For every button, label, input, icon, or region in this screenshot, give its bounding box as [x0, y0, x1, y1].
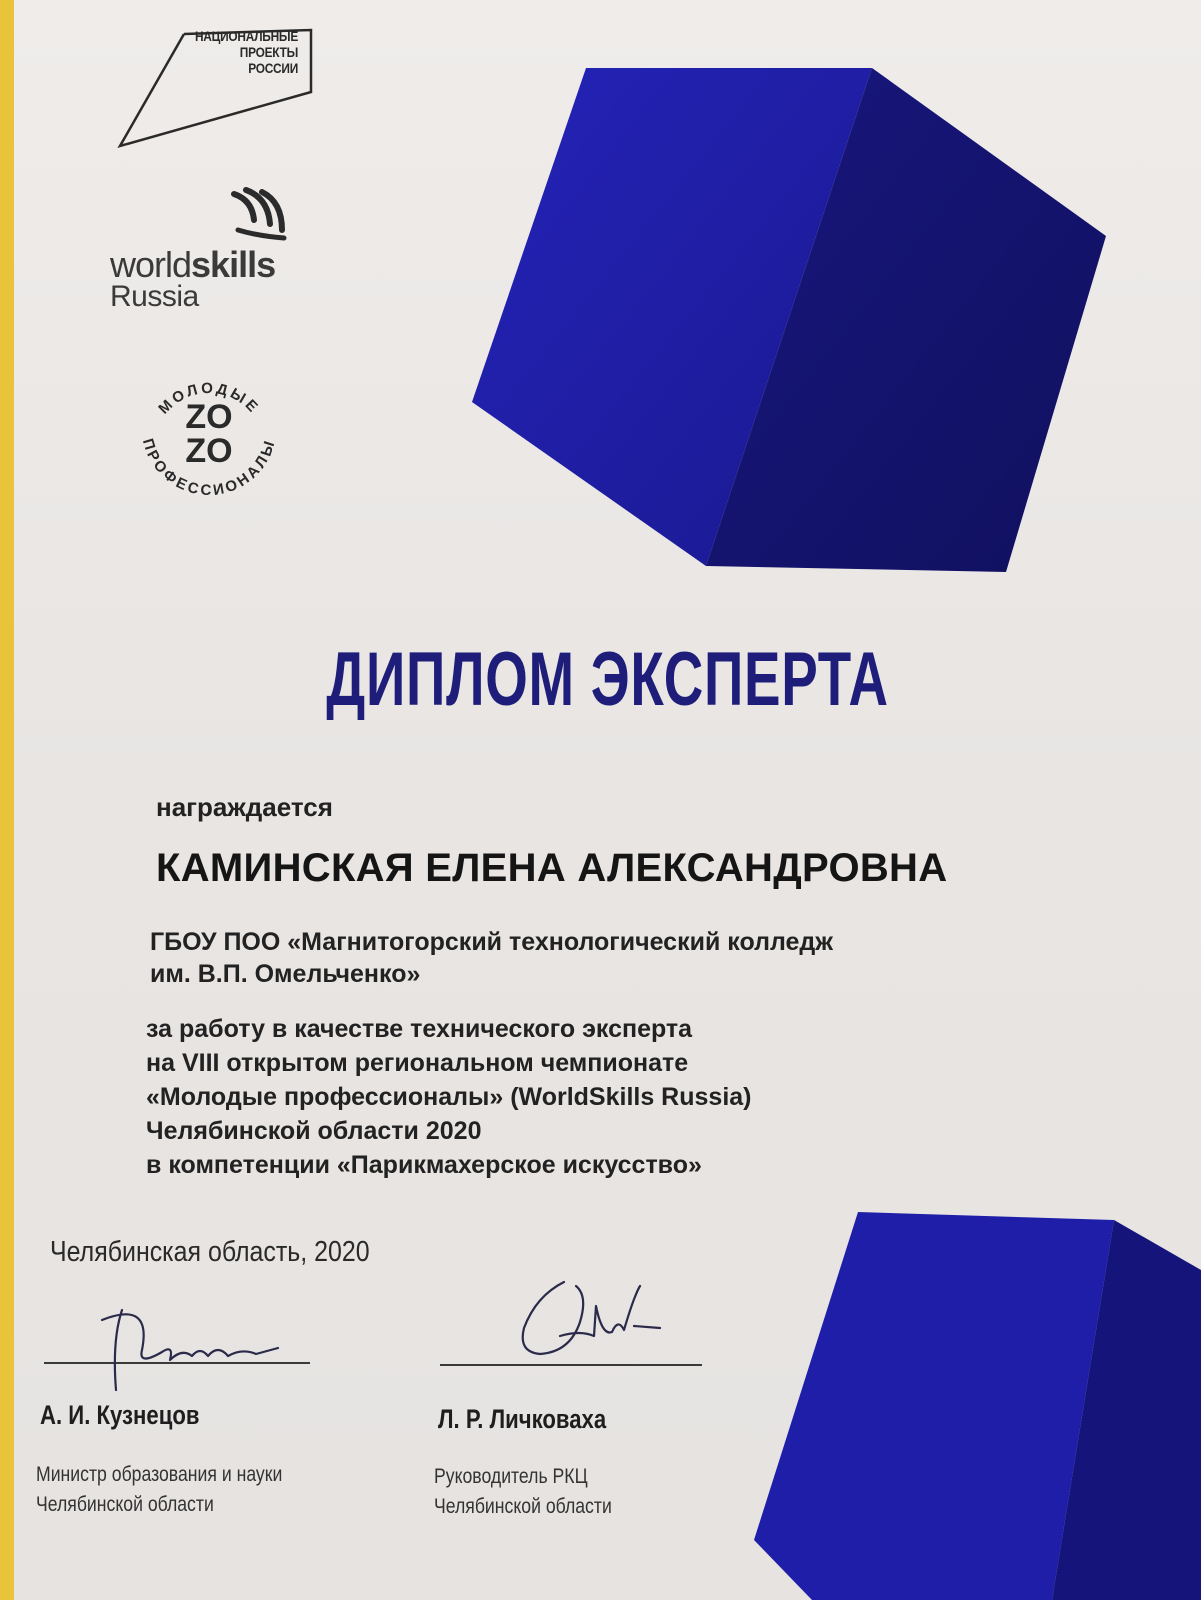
signatory-position-1: [36, 1460, 282, 1520]
signatory-name-1: А. И. Кузнецов: [40, 1400, 200, 1430]
badge-arc-bottom: ПРОФЕССИОНАЛЫ: [138, 436, 280, 500]
recipient-name: КАМИНСКАЯ ЕЛЕНА АЛЕКСАНДРОВНА: [156, 846, 948, 890]
reason-line-4: Челябинской области 2020: [146, 1117, 482, 1145]
position-2-line-1: Руководитель РКЦ: [434, 1465, 588, 1488]
organization: [150, 926, 833, 990]
awarded-label: награждается: [156, 792, 333, 822]
np-line-3: РОССИИ: [248, 60, 298, 76]
award-reason: [146, 1012, 752, 1182]
young-professionals-badge: [124, 358, 294, 528]
signature-2: [484, 1266, 684, 1376]
position-2-line-2: Челябинской области: [434, 1495, 612, 1518]
reason-line-2: на VIII открытом региональном чемпионате: [146, 1049, 689, 1077]
place-and-year: Челябинская область, 2020: [50, 1236, 370, 1268]
signatory-position-2: [434, 1462, 612, 1522]
organization-line-1: ГБОУ ПОО «Магнитогорский технологический колледж: [150, 928, 834, 956]
np-line-2: ПРОЕКТЫ: [239, 44, 298, 60]
badge-arc-top: МОЛОДЫЕ: [155, 379, 263, 418]
badge-year-bottom: ZO: [185, 432, 233, 470]
reason-line-5: в компетенции «Парикмахерское искусство»: [146, 1151, 702, 1179]
organization-line-2: им. В.П. Омельченко»: [150, 960, 421, 988]
reason-line-3: «Молодые профессионалы» (WorldSkills Russia): [146, 1083, 752, 1111]
reason-line-1: за работу в качестве технического эксперта: [146, 1015, 693, 1043]
ws-skills-text: skills: [191, 244, 276, 285]
decorative-cube-top: [454, 60, 1124, 580]
diploma-sheet: [14, 0, 1201, 1600]
national-projects-text: [189, 28, 298, 76]
signature-1: [42, 1290, 302, 1400]
np-line-1: НАЦИОНАЛЬНЫЕ: [194, 28, 298, 44]
worldskills-russia: Russia: [110, 280, 199, 313]
worldskills-mark-icon: [224, 186, 294, 246]
ws-world-text: world: [110, 244, 192, 285]
position-1-line-2: Челябинской области: [36, 1493, 214, 1516]
position-1-line-1: Министр образования и науки: [36, 1463, 283, 1486]
decorative-cube-bottom: [754, 1210, 1201, 1600]
signatory-name-2: Л. Р. Личковаха: [438, 1404, 607, 1434]
diploma-title: ДИПЛОМ ЭКСПЕРТА: [326, 637, 889, 722]
badge-year-top: ZO: [185, 398, 233, 436]
